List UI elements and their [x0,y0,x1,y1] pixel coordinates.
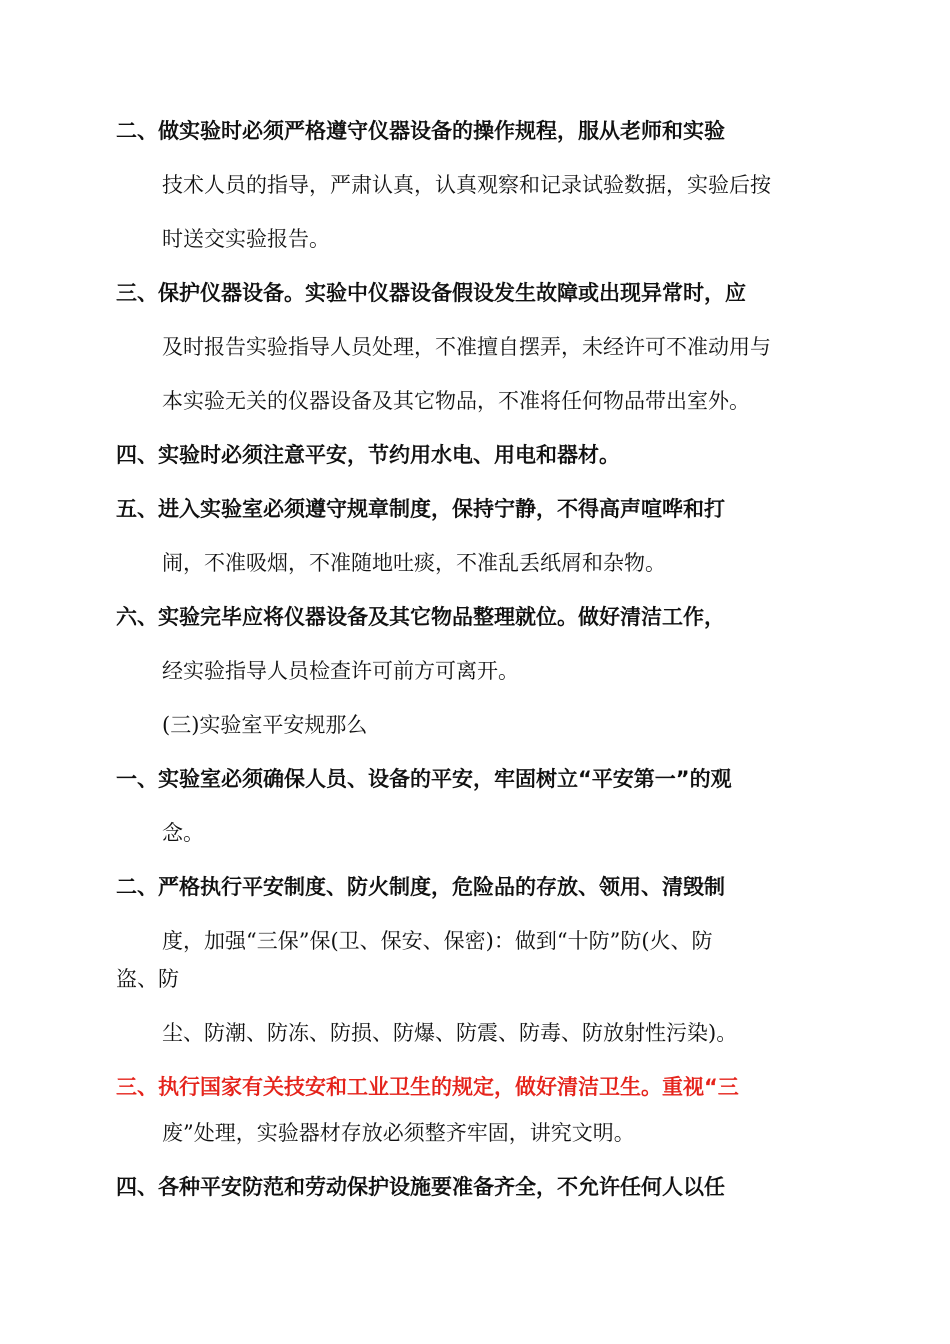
safety-rule-4-heading: 四、各种平安防范和劳动保护设施要准备齐全，不允许任何人以任 [116,1175,725,1199]
safety-rule-2-text: 盗、防 [116,967,179,991]
rule-6-text: 经实验指导人员检查许可前方可离开。 [162,659,519,683]
safety-rule-1-heading: 一、实验室必须确保人员、设备的平安，牢固树立“平安第一”的观 [116,767,732,791]
safety-rule-2-heading: 二、严格执行平安制度、防火制度，危险品的存放、领用、清毁制 [116,875,725,899]
rule-4-heading: 四、实验时必须注意平安，节约用水电、用电和器材。 [116,443,620,467]
rule-3-text: 及时报告实验指导人员处理，不准擅自摆弄，未经许可不准动用与 [162,335,771,359]
rule-3-heading: 三、保护仪器设备。实验中仪器设备假设发生故障或出现异常时，应 [116,281,746,305]
rule-6-heading: 六、实验完毕应将仪器设备及其它物品整理就位。做好清洁工作， [116,605,725,629]
rule-3-text: 本实验无关的仪器设备及其它物品，不准将任何物品带出室外。 [162,389,750,413]
safety-rule-2-text: 度，加强“三保”保(卫、保安、保密)：做到“十防”防(火、防 [162,929,713,953]
rule-2-text: 时送交实验报告。 [162,227,330,251]
safety-rule-2-text: 尘、防潮、防冻、防损、防爆、防震、防毒、防放射性污染)。 [162,1021,738,1045]
section-title: (三)实验室平安规那么 [162,713,368,737]
safety-rule-1-text: 念。 [162,821,204,845]
safety-rule-3-heading: 三、执行国家有关技安和工业卫生的规定，做好清洁卫生。重视“三 [116,1075,739,1099]
safety-rule-3-text: 废”处理，实验器材存放必须整齐牢固，讲究文明。 [162,1121,635,1145]
rule-2-text: 技术人员的指导，严肃认真，认真观察和记录试验数据，实验后按 [162,173,771,197]
rule-5-heading: 五、进入实验室必须遵守规章制度，保持宁静，不得高声喧哗和打 [116,497,725,521]
rule-2-heading: 二、做实验时必须严格遵守仪器设备的操作规程，服从老师和实验 [116,119,725,143]
rule-5-text: 闹，不准吸烟，不准随地吐痰，不准乱丢纸屑和杂物。 [162,551,666,575]
